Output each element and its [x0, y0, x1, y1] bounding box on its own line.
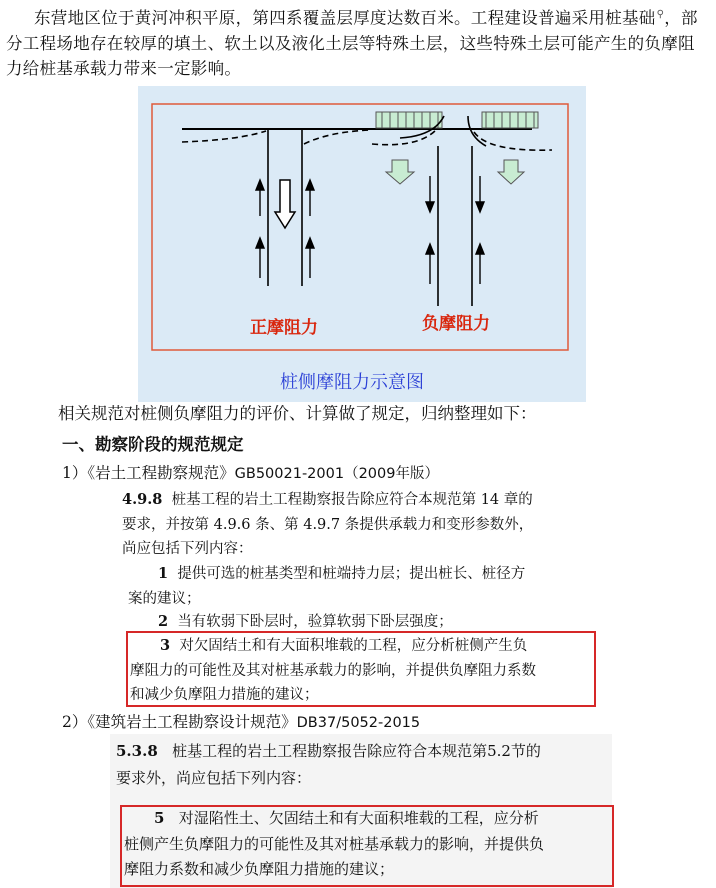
- item-text: 当有软弱下卧层时，验算软弱下卧层强度；: [177, 614, 453, 630]
- standard-1-code: GB50021-2001（2009年版）: [234, 466, 439, 482]
- section-heading: 一、勘察阶段的规范规定: [62, 435, 244, 454]
- figure-caption: 桩侧摩阻力示意图: [280, 372, 424, 393]
- soil-settle-arrow-right: [498, 160, 524, 184]
- summary-line: 相关规范对桩侧负摩阻力的评价、计算做了规定，归纳整理如下：: [58, 404, 537, 423]
- item-text: 对欠固结土和有大面积堆载的工程，应分析桩侧产生负: [179, 638, 528, 654]
- intro-text-part1: 东营地区位于黄河冲积平原，第四系覆盖层厚度达数百米。工程建设普遍采用桩基础: [34, 8, 656, 28]
- clause-item-5: [124, 806, 608, 883]
- clause-5-3-8: [116, 738, 606, 792]
- positive-friction-label: 正摩阻力: [250, 318, 318, 338]
- clause-line: 要求外，尚应包括下列内容：: [116, 769, 312, 787]
- clause-line: 和减少负摩阻力措施的建议；: [130, 687, 319, 703]
- clause-line: [128, 562, 592, 587]
- standard-1-index: 1）: [62, 464, 88, 482]
- load-arrow: [275, 180, 295, 228]
- clause-line: 桩侧产生负摩阻力的可能性及其对桩基承载力的影响，并提供负: [124, 834, 545, 853]
- clause-line: [116, 738, 606, 765]
- clause-number: 4.9.8: [122, 491, 163, 508]
- figure-frame: [152, 104, 568, 350]
- clause-line: 尚应包括下列内容：: [122, 541, 253, 557]
- clause-line: [130, 634, 594, 659]
- clause-line: [124, 806, 608, 832]
- clause-4-9-8: [122, 488, 592, 562]
- right-settlement-curve-b: [474, 132, 552, 150]
- standard-1-title: [62, 461, 439, 486]
- search-icon[interactable]: ⚲: [656, 9, 665, 20]
- item-number: 1: [158, 565, 169, 582]
- intro-paragraph: [6, 2, 708, 81]
- standard-1-name: 《岩土工程勘察规范》: [87, 464, 235, 482]
- negative-friction-arrows: [426, 176, 484, 284]
- standard-2-code: DB37/5052-2015: [296, 715, 421, 731]
- clause-line: 摩阻力系数和减少负摩阻力措施的建议；: [124, 860, 395, 878]
- clause-line: [122, 488, 592, 513]
- pile-friction-diagram: [138, 86, 586, 402]
- left-settlement-curve-a: [182, 131, 266, 142]
- item-number: 3: [160, 637, 171, 654]
- surcharge-load-right: [482, 112, 538, 128]
- clause-number: 5.3.8: [116, 742, 158, 760]
- clause-line: 摩阻力的可能性及其对桩基承载力的影响，并提供负摩阻力系数: [130, 662, 536, 679]
- clause-line: 要求，并按第 4.9.6 条、第 4.9.7 条提供承载力和变形参数外，: [122, 516, 534, 533]
- standard-2-name: 《建筑岩土工程勘察设计规范》: [87, 713, 297, 731]
- standard-2-index: 2）: [62, 713, 88, 731]
- item-number: 5: [154, 809, 165, 827]
- clause-text: 桩基工程的岩土工程勘察报告除应符合本规范第5.2节的: [172, 742, 541, 760]
- clause-item-1: [128, 562, 592, 611]
- item-number: 2: [158, 613, 169, 630]
- standard-2-title: [62, 710, 420, 735]
- soil-settle-arrow-left: [386, 160, 414, 184]
- negative-friction-label: 负摩阻力: [422, 314, 490, 334]
- pile-friction-figure: [138, 86, 586, 402]
- clause-text: 桩基工程的岩土工程勘察报告除应符合本规范第 14 章的: [171, 492, 533, 508]
- intro-text-part2: ，部分工程场地存在较厚的填土、软土以及液化土层等特殊土层，这些特殊土层可能产生的负摩阻力给桩基承载力带来一定影响。: [6, 8, 698, 78]
- clause-line: 案的建议；: [128, 590, 201, 607]
- clause-item-3: [130, 634, 594, 708]
- item-text: 对湿陷性土、欠固结土和有大面积堆载的工程，应分析: [178, 809, 539, 827]
- surcharge-load-left: [376, 112, 442, 128]
- item-text: 提供可选的桩基类型和桩端持力层；提出桩长、桩径方: [177, 566, 526, 582]
- left-settlement-curve-b: [304, 130, 370, 144]
